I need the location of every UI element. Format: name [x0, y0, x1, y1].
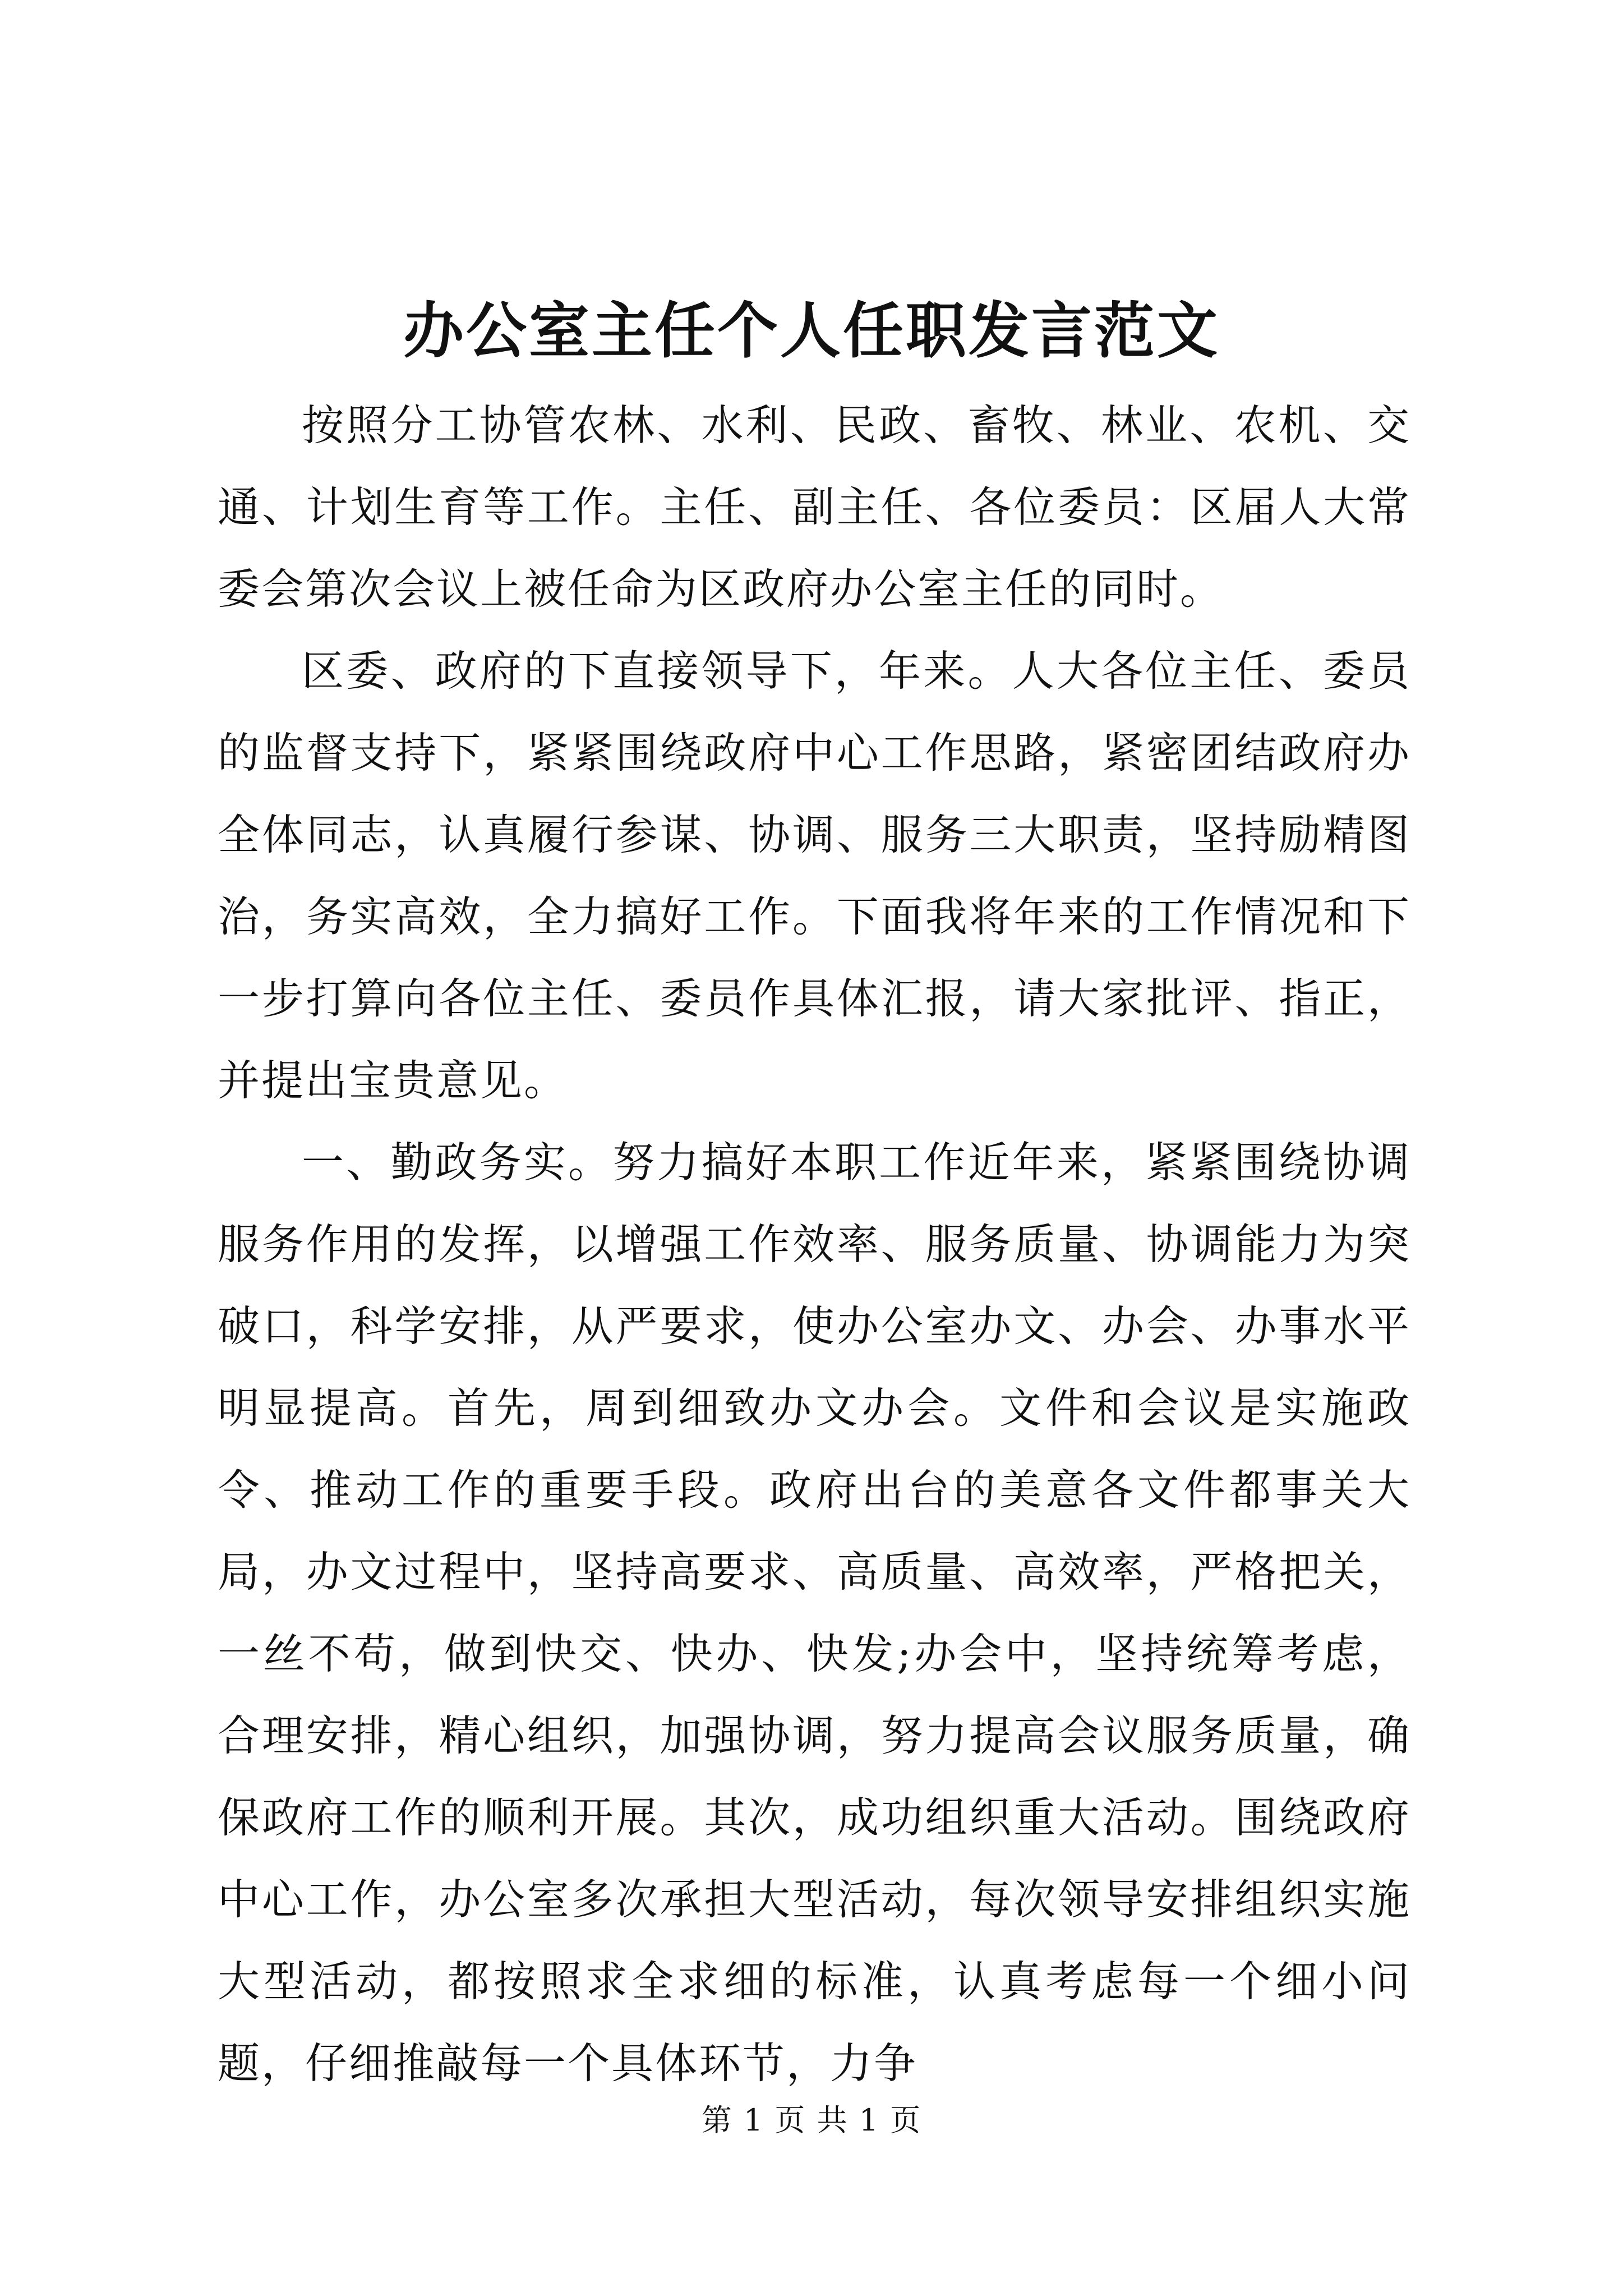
paragraph-3: 一、勤政务实。努力搞好本职工作近年来，紧紧围绕协调服务作用的发挥，以增强工作效率、服务质量、协调能力为突破口，科学安排，从严要求，使办公室办文、办会、办事水平明显提高。首先，周到细致办文办会。文件和会议是实施政令、推动工作的重要手段。政府出台的美意各文件都事关大局，办文过程中，坚持高要求、高质量、高效率，严格把关，一丝不苟，做到快交、快办、快发;办会中，坚持统筹考虑，合理安排，精心组织，加强协调，努力提高会议服务质量，确保政府工作的顺利开展。其次，成功组织重大活动。围绕政府中心工作，办公室多次承担大型活动，每次领导安排组织实施大型活动，都按照求全求细的标准，认真考虑每一个细小问题，仔细推敲每一个具体环节，力争	[218, 1138, 1411, 2088]
paragraph-1: 按照分工协管农林、水利、民政、畜牧、林业、农机、交通、计划生育等工作。主任、副主任、各位委员：区届人大常委会第次会议上被任命为区政府办公室主任的同时。	[218, 401, 1411, 614]
document-body	[218, 384, 1411, 2104]
document-title: 办公室主任个人任职发言范文	[403, 296, 1220, 366]
page-footer: 第 1 页 共 1 页	[701, 2102, 922, 2138]
paragraph-2: 区委、政府的下直接领导下，年来。人大各位主任、委员的监督支持下，紧紧围绕政府中心工作思路，紧密团结政府办全体同志，认真履行参谋、协调、服务三大职责，坚持励精图治，务实高效，全力搞好工作。下面我将年来的工作情况和下一步打算向各位主任、委员作具体汇报，请大家批评、指正，并提出宝贵意见。	[218, 646, 1411, 1105]
